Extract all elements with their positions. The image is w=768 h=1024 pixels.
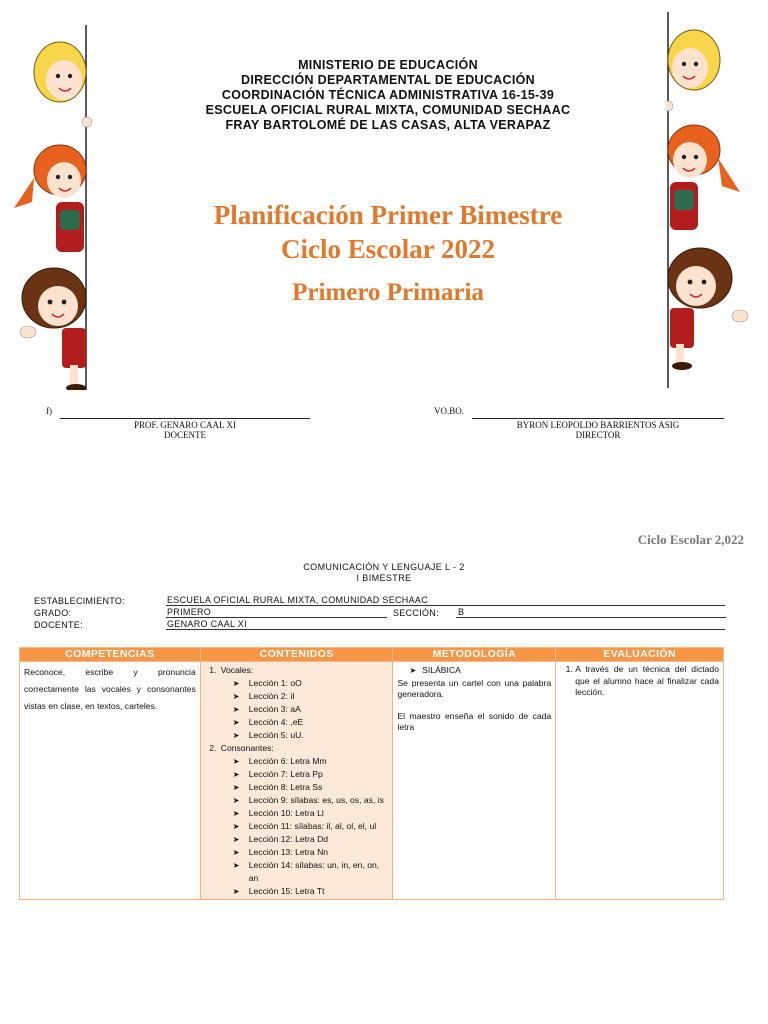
- arrow-bullet-icon: ➤: [232, 718, 240, 727]
- arrow-bullet-icon: ➤: [232, 887, 240, 896]
- lesson-text: Lección 15: Letra Tt: [248, 886, 325, 896]
- signature-teacher: [46, 404, 312, 444]
- list-item: [233, 729, 389, 742]
- metodologia-heading-text: SILÁBICA: [422, 665, 461, 675]
- signature-prefix: VO.BO.: [434, 406, 465, 416]
- arrow-bullet-icon: ➤: [232, 848, 240, 857]
- vocales-lessons: [221, 677, 389, 742]
- arrow-bullet-icon: ➤: [232, 757, 240, 766]
- competencias-cell: [20, 662, 201, 900]
- lesson-text: Lección 5: uU.: [248, 730, 304, 740]
- arrow-bullet-icon: ➤: [232, 783, 240, 792]
- signature-role: DIRECTOR: [575, 430, 621, 440]
- seccion-value: B: [456, 607, 726, 618]
- column-header: EVALUACIÓN: [556, 648, 724, 662]
- docente-label: DOCENTE:: [34, 620, 83, 630]
- list-item: [233, 690, 389, 703]
- evaluacion-cell: [556, 662, 724, 900]
- vocales-label: Vocales:: [220, 665, 254, 675]
- lesson-text: Lección 9: sílabas: es, us, os, as, is: [248, 795, 384, 805]
- header-line: FRAY BARTOLOMÉ DE LAS CASAS, ALTA VERAPAZ: [225, 118, 551, 132]
- column-header: METODOLOGÍA: [393, 648, 556, 662]
- list-item: [233, 885, 389, 898]
- arrow-bullet-icon: ➤: [232, 679, 240, 688]
- lesson-text: Lección 8: Letra Ss: [248, 782, 323, 792]
- decorative-kids-right: [666, 10, 758, 390]
- signature-line: [472, 418, 724, 419]
- lesson-text: Lección 1: oO: [248, 678, 302, 688]
- evaluacion-list: [560, 664, 719, 699]
- arrow-bullet-icon: ➤: [232, 770, 240, 779]
- seccion-label: SECCIÓN:: [393, 608, 439, 618]
- lesson-text: Lección 11: sílabas: il, al, ol, el, ul: [248, 821, 377, 831]
- list-item: [219, 664, 389, 742]
- decorative-kids-left: [4, 10, 96, 390]
- header-line: ESCUELA OFICIAL RURAL MIXTA, COMUNIDAD SECHAAC: [205, 103, 571, 117]
- kids-illustration-left: [4, 10, 96, 390]
- grado-value: PRIMERO: [166, 607, 387, 618]
- signature-prefix: f): [46, 406, 52, 416]
- list-item: [233, 833, 389, 846]
- signature-name: BYRON LEOPOLDO BARRIENTOS ASIG: [516, 420, 680, 430]
- signature-director: [434, 404, 728, 444]
- list-item: [233, 716, 389, 729]
- list-item: [219, 742, 389, 898]
- arrow-bullet-icon: ➤: [232, 796, 240, 805]
- lesson-text: Lección 4: ,eE: [248, 717, 304, 727]
- lesson-text: Lección 6: Letra Mm: [248, 756, 327, 766]
- title-line-3: Primero Primaria: [292, 279, 484, 306]
- competencia-text: Reconoce, escribe y pronuncia correctamente las vocales y consonantes vistas en clase, en textos, carteles.: [24, 667, 196, 711]
- kids-illustration-right: [666, 10, 758, 390]
- establecimiento-label: ESTABLECIMIENTO:: [34, 596, 125, 606]
- arrow-bullet-icon: ➤: [232, 835, 240, 844]
- list-item: [233, 781, 389, 794]
- column-header: COMPETENCIAS: [20, 648, 201, 662]
- signature-role: DOCENTE: [164, 430, 206, 440]
- list-item: [233, 794, 389, 807]
- list-item: [233, 755, 389, 768]
- lesson-text: Lección 12: Letra Dd: [248, 834, 329, 844]
- arrow-bullet-icon: ➤: [409, 666, 417, 675]
- contenidos-list: [205, 664, 389, 898]
- subject-line-1: COMUNICACIÓN Y LENGUAJE L - 2: [303, 562, 465, 572]
- list-item: 1. A través de un técnica del dictado que el alumno hace al finalizar cada lección.: [575, 664, 719, 699]
- column-header: CONTENIDOS: [200, 648, 393, 662]
- institution-header: [120, 58, 656, 133]
- header-line: DIRECCIÓN DEPARTAMENTAL DE EDUCACIÓN: [241, 73, 535, 87]
- arrow-bullet-icon: ➤: [232, 692, 240, 701]
- contenidos-cell: [200, 662, 393, 900]
- signature-line: [60, 418, 310, 419]
- arrow-bullet-icon: ➤: [232, 705, 240, 714]
- list-item: [233, 846, 389, 859]
- consonantes-label: Consonantes:: [220, 743, 274, 753]
- header-line: COORDINACIÓN TÉCNICA ADMINISTRATIVA 16-15-39: [221, 88, 555, 102]
- list-item: [233, 820, 389, 833]
- table-header-row: [20, 648, 724, 662]
- header-line: MINISTERIO DE EDUCACIÓN: [298, 58, 478, 72]
- title-line-2: Ciclo Escolar 2022: [281, 234, 495, 264]
- list-item: [233, 677, 389, 690]
- cycle-label: Ciclo Escolar 2,022: [637, 532, 744, 547]
- subject-line-2: I BIMESTRE: [356, 573, 412, 583]
- document-title: [100, 198, 676, 310]
- list-item: [233, 859, 389, 885]
- subject-heading: [0, 562, 768, 584]
- list-item: [233, 768, 389, 781]
- metodologia-paragraph: El maestro enseña el sonido de cada letra: [397, 711, 552, 732]
- docente-value: GENARO CAAL XI: [166, 619, 725, 630]
- lesson-text: Lección 2: iI: [248, 691, 295, 701]
- signature-name: PROF. GENARO CAAL XI: [134, 420, 236, 430]
- consonantes-lessons: [221, 755, 389, 898]
- arrow-bullet-icon: ➤: [232, 731, 240, 740]
- lesson-text: Lección 3: aA: [248, 704, 301, 714]
- table-row: [20, 662, 724, 900]
- arrow-bullet-icon: ➤: [232, 822, 240, 831]
- arrow-bullet-icon: ➤: [232, 809, 240, 818]
- title-line-1: Planificación Primer Bimestre: [213, 200, 563, 230]
- metodologia-paragraph: Se presenta un cartel con una palabra generadora.: [397, 678, 552, 699]
- grado-label: GRADO:: [34, 608, 72, 618]
- metodologia-heading: [397, 664, 551, 677]
- lesson-text: Lección 7: Letra Pp: [248, 769, 323, 779]
- establecimiento-value: ESCUELA OFICIAL RURAL MIXTA, COMUNIDAD SECHAAC: [166, 595, 725, 606]
- lesson-text: Lección 10: Letra Ll: [248, 808, 324, 818]
- list-item: [233, 703, 389, 716]
- lesson-text: Lección 13: Letra Nn: [248, 847, 329, 857]
- lesson-text: Lección 14: sílabas: un, in, en, on, an: [248, 860, 380, 883]
- planning-table: [19, 647, 724, 900]
- arrow-bullet-icon: ➤: [232, 861, 240, 870]
- list-item: [233, 807, 389, 820]
- metodologia-cell: [393, 662, 556, 900]
